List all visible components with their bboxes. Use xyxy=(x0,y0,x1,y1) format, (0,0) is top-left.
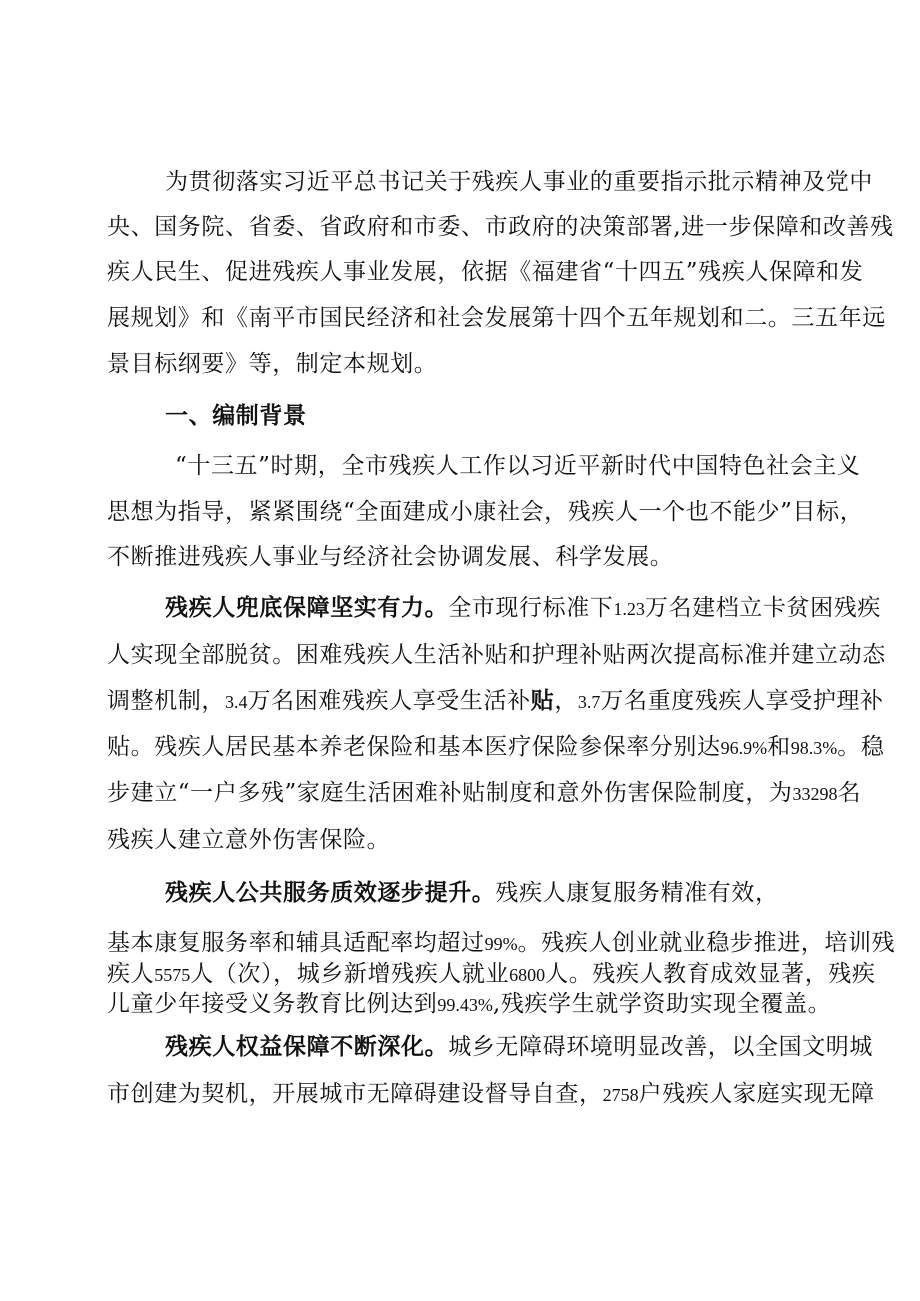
rights-line-2: 市创建为契机，开展城市无障碍建设督导自查，2758户残疾人家庭实现无障 xyxy=(107,1081,875,1107)
service-lead: 残疾人公共服务质效逐步提升。 xyxy=(165,879,496,906)
intro-line-4: 展规划》和《南平市国民经济和社会发展第十四个五年规划和二。三五年远 xyxy=(107,305,886,331)
security-line-5: 步建立“一户多残”家庭生活困难补贴制度和意外伤害保险制度，为33298名 xyxy=(107,780,862,806)
intro-line-3: 疾人民生、促进残疾人事业发展，依据《福建省“十四五”残疾人保障和发 xyxy=(107,259,864,285)
section-heading: 一、编制背景 xyxy=(165,402,307,429)
security-line-4: 贴。残疾人居民基本养老保险和基本医疗保险参保率分别达96.9%和98.3%。稳 xyxy=(107,734,885,760)
security-line-1: 残疾人兜底保障坚实有力。全市现行标准下1.23万名建档立卡贫困残疾 xyxy=(165,594,881,621)
security-line-6: 残疾人建立意外伤害保险。 xyxy=(107,827,391,853)
section1-line-2: 思想为指导，紧紧围绕“全面建成小康社会，残疾人一个也不能少”目标， xyxy=(107,499,864,525)
security-line-3: 调整机制，3.4万名困难残疾人享受生活补贴，3.7万名重度残疾人享受护理补 xyxy=(107,687,884,714)
section1-line-1: “十三五”时期，全市残疾人工作以习近平新时代中国特色社会主义 xyxy=(175,453,861,479)
service-line-2: 基本康复服务率和辅具适配率均超过99%。残疾人创业就业稳步推进，培训残 xyxy=(107,930,896,956)
intro-line-5: 景目标纲要》等，制定本规划。 xyxy=(107,351,438,377)
service-line-3: 疾人5575人（次），城乡新增残疾人就业6800人。残疾人教育成效显著，残疾 xyxy=(107,961,876,987)
rights-lead: 残疾人权益保障不断深化。 xyxy=(165,1033,449,1060)
section1-line-3: 不断推进残疾人事业与经济社会协调发展、科学发展。 xyxy=(107,544,674,570)
security-lead: 残疾人兜底保障坚实有力。 xyxy=(165,594,449,621)
intro-line-1: 为贯彻落实习近平总书记关于残疾人事业的重要指示批示精神及党中 xyxy=(165,169,873,195)
intro-line-2: 央、国务院、省委、省政府和市委、市政府的决策部署,进一步保障和改善残 xyxy=(107,214,894,240)
rights-line-1: 残疾人权益保障不断深化。城乡无障碍环境明显改善，以全国文明城 xyxy=(165,1033,874,1060)
security-line-2: 人实现全部脱贫。困难残疾人生活补贴和护理补贴两次提高标准并建立动态 xyxy=(107,642,886,668)
service-line-4: 儿童少年接受义务教育比例达到99.43%,残疾学生就学资助实现全覆盖。 xyxy=(107,991,832,1017)
service-line-1: 残疾人公共服务质效逐步提升。残疾人康复服务精准有效， xyxy=(165,879,779,906)
